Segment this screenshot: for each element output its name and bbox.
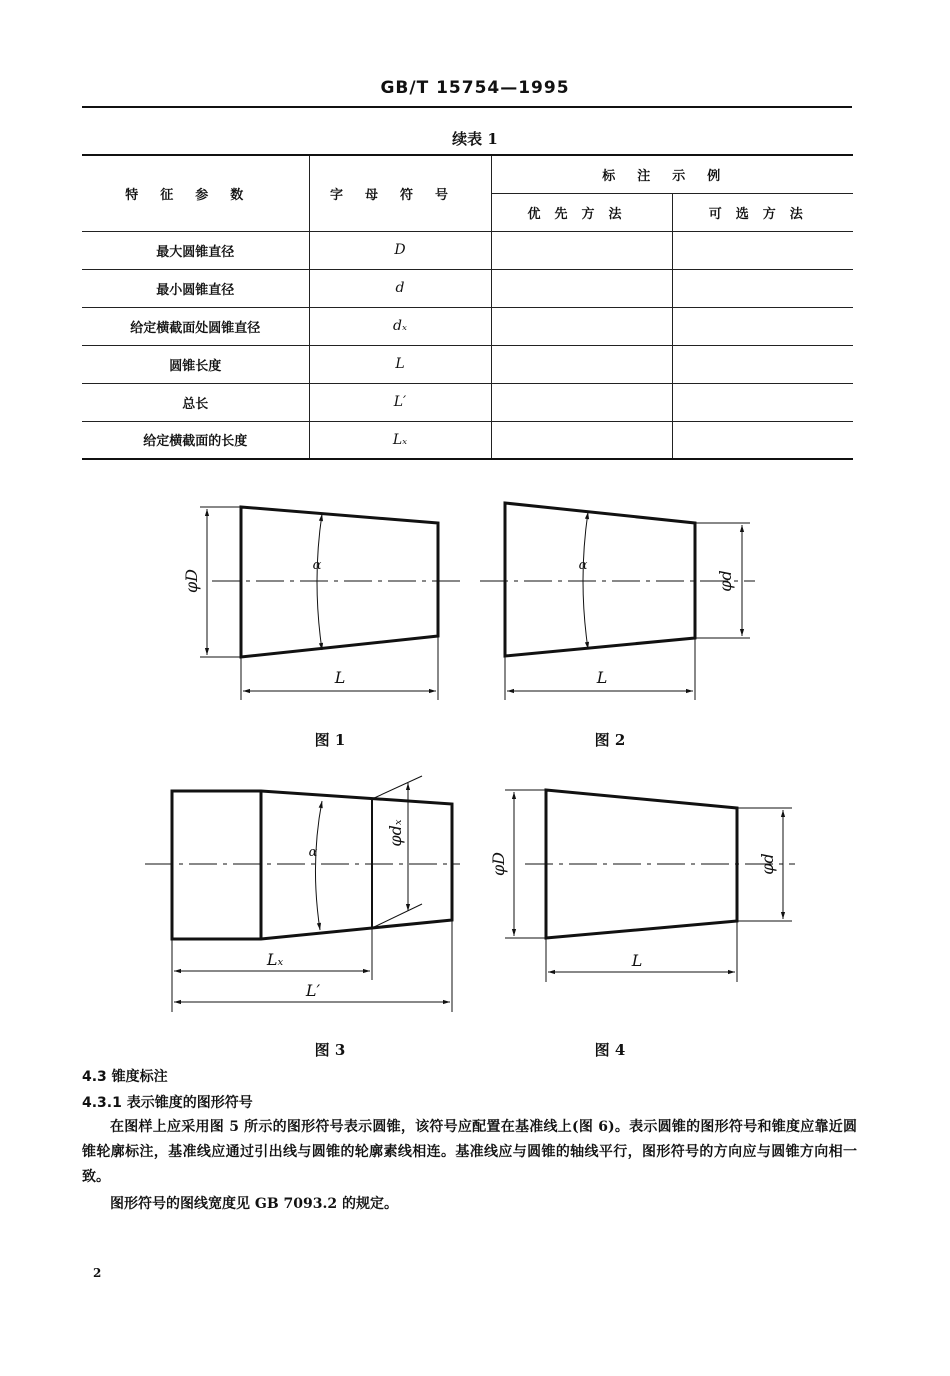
table-row	[82, 421, 853, 459]
page-number: 2	[93, 1266, 102, 1280]
param-cell: 最大圆锥直径	[82, 231, 309, 269]
example-cell	[672, 307, 853, 345]
standard-header: GB/T 15754—1995	[380, 78, 570, 98]
symbol-cell: D	[309, 231, 491, 269]
example-cell	[672, 231, 853, 269]
col-header-optional: 可选方法	[672, 193, 853, 231]
symbol-cell: d	[309, 269, 491, 307]
section-heading-4-3: 4.3 锥度标注	[82, 1069, 168, 1085]
example-cell	[491, 307, 672, 345]
example-cell	[672, 383, 853, 421]
table-caption: 续表 1	[452, 130, 498, 148]
table-row	[82, 269, 853, 307]
param-cell: 给定横截面的长度	[82, 421, 309, 459]
example-cell	[491, 383, 672, 421]
parameter-table	[82, 154, 853, 460]
fig1-dia-label: φD	[182, 568, 201, 594]
col-header-symbol: 字母符号	[309, 155, 491, 231]
body-paragraph-2: 图形符号的图线宽度见 GB 7093.2 的规定。	[110, 1196, 398, 1212]
fig4-dia-small-label: φd	[758, 853, 777, 875]
header-rule	[82, 106, 852, 108]
example-cell	[672, 421, 853, 459]
example-cell	[491, 421, 672, 459]
table-row	[82, 345, 853, 383]
fig3-caption: 图 3	[314, 1041, 346, 1059]
param-cell: 最小圆锥直径	[82, 269, 309, 307]
param-cell: 圆锥长度	[82, 345, 309, 383]
fig3-angle-label: α	[308, 845, 318, 860]
table-row	[82, 383, 853, 421]
fig3-len-total-label: L′	[305, 981, 321, 1000]
fig4-len-label: L	[631, 951, 643, 970]
example-cell	[491, 231, 672, 269]
col-header-param: 特征参数	[82, 155, 309, 231]
example-cell	[672, 345, 853, 383]
fig1-caption: 图 1	[314, 731, 346, 749]
fig2-angle-label: α	[578, 558, 588, 573]
col-header-preferred: 优先方法	[491, 193, 672, 231]
example-cell	[491, 269, 672, 307]
fig3-dia-label: φdₓ	[386, 819, 405, 847]
section-heading-4-3-1: 4.3.1 表示锥度的图形符号	[82, 1095, 253, 1111]
fig1-angle-label: α	[312, 558, 322, 573]
fig2-len-label: L	[596, 668, 608, 687]
fig4-dia-big-label: φD	[489, 851, 508, 877]
symbol-cell: Lₓ	[309, 421, 491, 459]
body-paragraph-1: 在图样上应采用图 5 所示的图形符号表示圆锥，该符号应配置在基准线上(图 6)。表示圆锥的图形符号和锥度应靠近圆锥轮廓标注，基准线应通过引出线与圆锥的轮廓素线相连。基准线应与圆锥的轴线平行，图形符号的方向应与圆锥方向相一致。	[82, 1119, 857, 1185]
fig1-len-label: L	[334, 668, 346, 687]
fig4-caption: 图 4	[594, 1041, 626, 1059]
cone-figures	[0, 490, 950, 1060]
figure-4-drawing	[505, 790, 795, 982]
table-row	[82, 231, 853, 269]
symbol-cell: L′	[309, 383, 491, 421]
col-header-example: 标注示例	[491, 155, 853, 193]
symbol-cell: dₓ	[309, 307, 491, 345]
fig3-len-x-label: Lₓ	[266, 950, 284, 969]
symbol-cell: L	[309, 345, 491, 383]
example-cell	[491, 345, 672, 383]
figure-3-drawing	[145, 776, 460, 1012]
figure-2-drawing	[480, 503, 755, 700]
param-cell: 给定横截面处圆锥直径	[82, 307, 309, 345]
param-cell: 总长	[82, 383, 309, 421]
fig2-caption: 图 2	[594, 731, 626, 749]
figure-1-drawing	[200, 507, 462, 700]
table-row	[82, 307, 853, 345]
example-cell	[672, 269, 853, 307]
fig2-dia-label: φd	[716, 570, 735, 592]
